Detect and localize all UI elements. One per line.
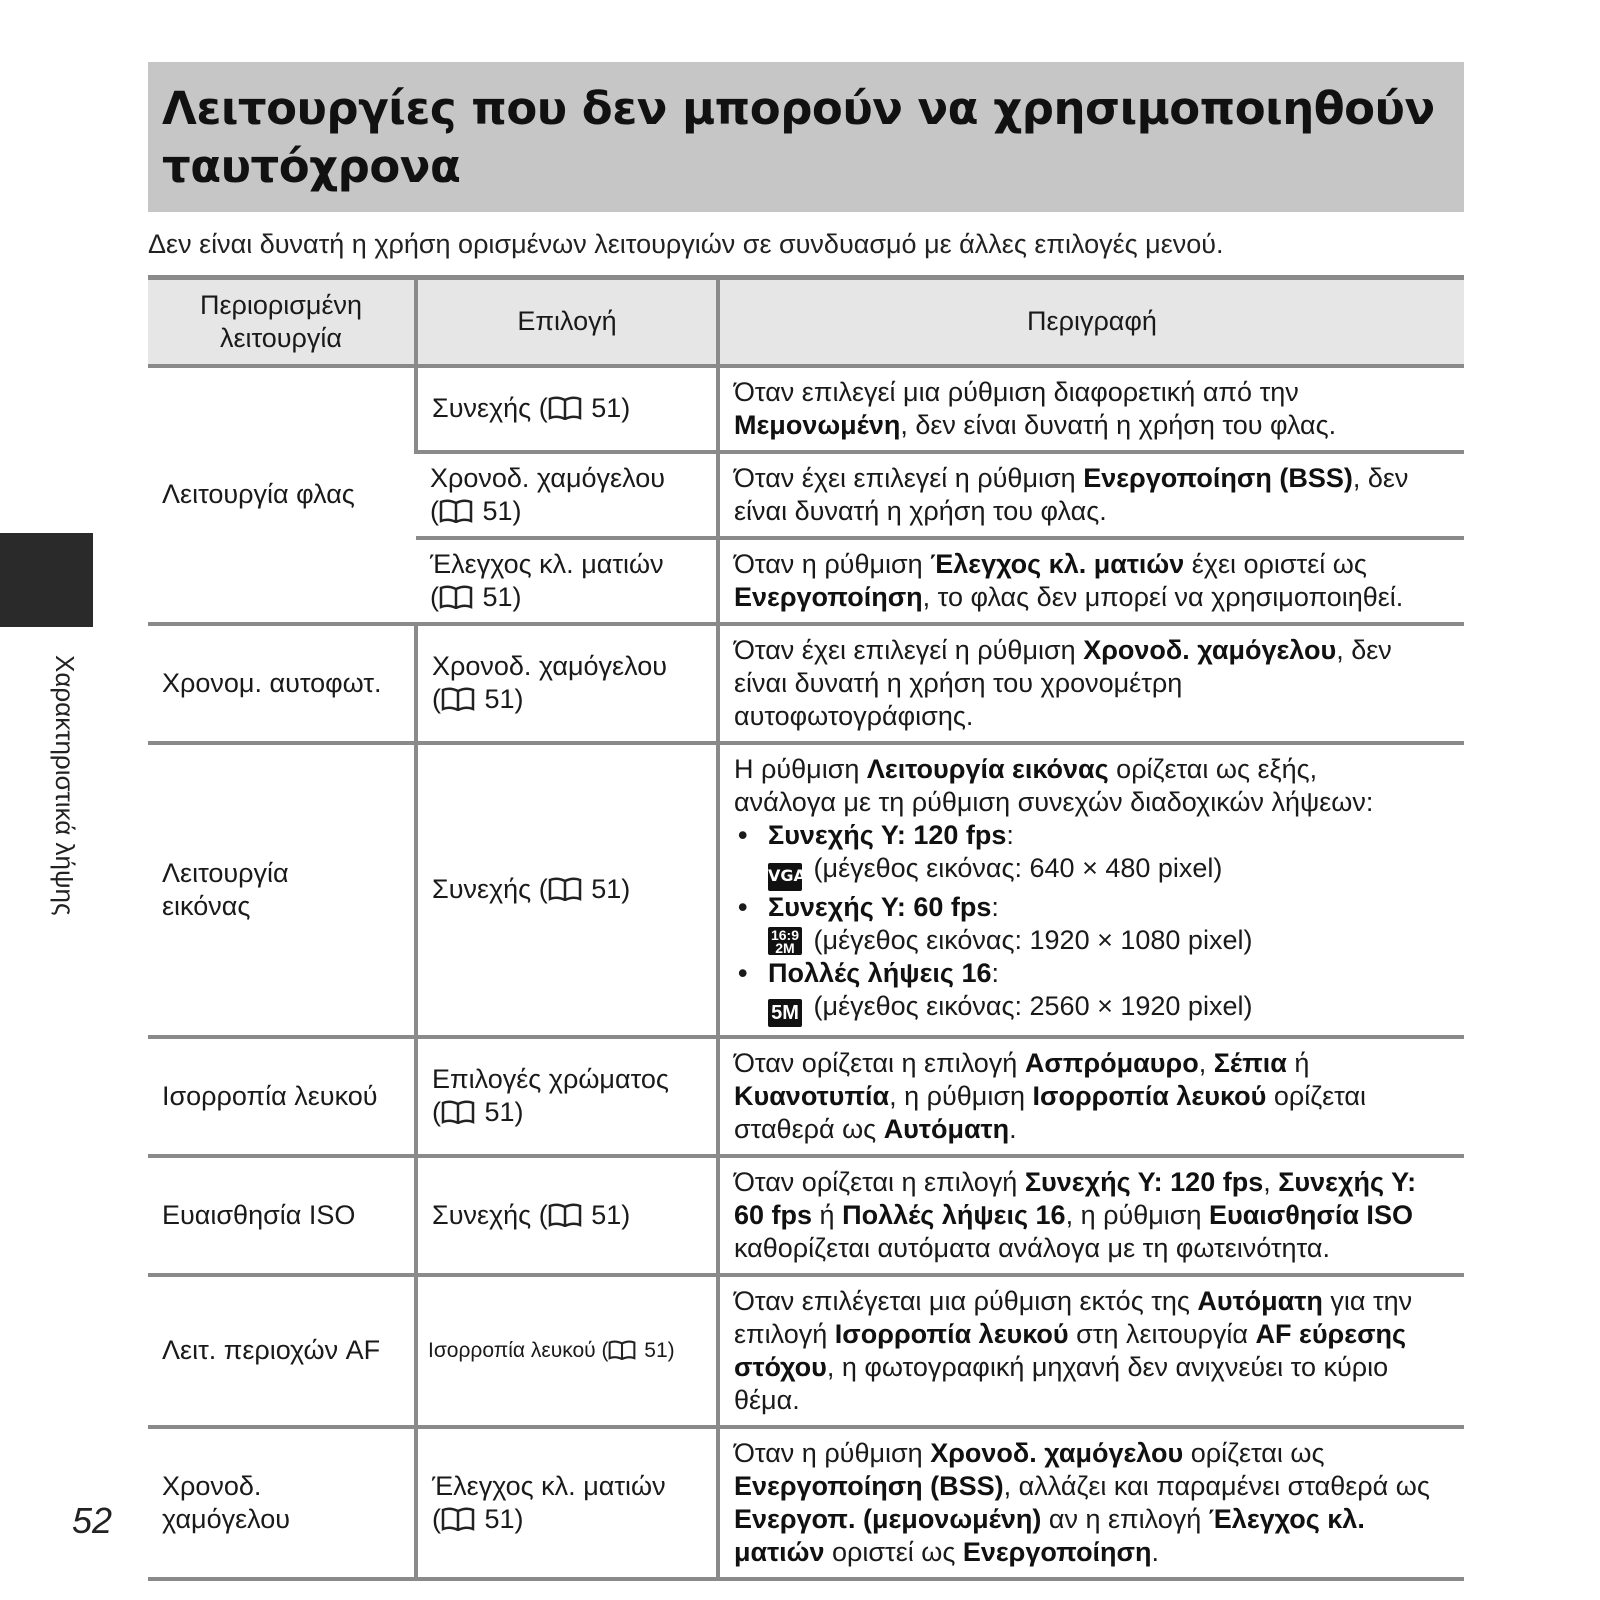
option-cell: Χρονοδ. χαμόγελου ( 51) xyxy=(416,452,718,538)
vga-icon: VGA xyxy=(768,863,802,891)
option-cell: Ισορροπία λευκού ( 51) xyxy=(416,1275,718,1427)
option-cell: Χρονοδ. χαμόγελου ( 51) xyxy=(416,624,718,743)
book-reference-icon xyxy=(548,396,582,420)
5m-icon: 5M xyxy=(768,999,802,1027)
option-cell: Συνεχής ( 51) xyxy=(416,1156,718,1275)
book-reference-icon xyxy=(441,1100,475,1124)
table-row xyxy=(148,1156,1464,1275)
description-cell: Η ρύθμιση Λειτουργία εικόνας ορίζεται ως εξής, ανάλογα με τη ρύθμιση συνεχών διαδοχικών λήψεων: • Συνεχής Υ: 120 fps: VGA (μέγεθος εικόνας: 640 × 480 pixel) • Συνεχής Υ: 60 fps: 16:9 2M (μέγεθος εικόνας: 1920 × 1080 pixel) • Πολλές λήψεις 16: 5M (μέγεθος εικόνας: 2560 × 1920 pixel) xyxy=(718,743,1464,1037)
description-cell: Όταν επιλεγεί μια ρύθμιση διαφορετική από την Μεμονωμένη, δεν είναι δυνατή η χρήση του φλας. xyxy=(718,366,1464,452)
table-header-row xyxy=(148,278,1464,366)
bullet-item: • Πολλές λήψεις 16: xyxy=(734,957,1450,990)
table-row xyxy=(148,1037,1464,1156)
page-title: Λειτουργίες που δεν μπορούν να χρησιμοποιηθούν ταυτόχρονα xyxy=(162,82,1435,193)
function-cell: Χρονοδ. χαμόγελου xyxy=(148,1427,416,1579)
book-reference-icon xyxy=(439,585,473,609)
description-cell: Όταν έχει επιλεγεί η ρύθμιση Χρονοδ. χαμόγελου, δεν είναι δυνατή η χρήση του χρονομέτρη αυτοφωτογράφισης. xyxy=(718,624,1464,743)
title-banner xyxy=(148,62,1464,212)
function-cell: Ευαισθησία ISO xyxy=(148,1156,416,1275)
description-cell: Όταν ορίζεται η επιλογή Συνεχής Υ: 120 fps, Συνεχής Υ: 60 fps ή Πολλές λήψεις 16, η ρύθμιση Ευαισθησία ISO καθορίζεται αυτόματα ανάλογα με τη φωτεινότητα. xyxy=(718,1156,1464,1275)
option-cell: Συνεχής ( 51) xyxy=(416,366,718,452)
description-cell: Όταν ορίζεται η επιλογή Ασπρόμαυρο, Σέπια ή Κυανοτυπία, η ρύθμιση Ισορροπία λευκού ορίζεται σταθερά ως Αυτόματη. xyxy=(718,1037,1464,1156)
page-number: 52 xyxy=(72,1500,113,1541)
function-cell: Λειτουργία φλας xyxy=(148,366,416,624)
bullet-item: • Συνεχής Υ: 60 fps: xyxy=(734,891,1450,924)
table-row xyxy=(148,743,1464,1037)
description-cell: Όταν επιλέγεται μια ρύθμιση εκτός της Αυτόματη για την επιλογή Ισορροπία λευκού στη λειτουργία AF εύρεσης στόχου, η φωτογραφική μηχανή δεν ανιχνεύει το κύριο θέμα. xyxy=(718,1275,1464,1427)
intro-text: Δεν είναι δυνατή η χρήση ορισμένων λειτουργιών σε συνδυασμό με άλλες επιλογές μενού. xyxy=(148,229,1224,259)
table-row xyxy=(148,1427,1464,1579)
description-cell: Όταν η ρύθμιση Χρονοδ. χαμόγελου ορίζεται ως Ενεργοποίηση (BSS), αλλάζει και παραμένει σταθερά ως Ενεργοπ. (μεμονωμένη) αν η επιλογή Έλεγχος κλ. ματιών οριστεί ως Ενεργοποίηση. xyxy=(718,1427,1464,1579)
book-reference-icon xyxy=(548,877,582,901)
restrictions-table xyxy=(148,275,1464,1581)
header-option: Επιλογή xyxy=(416,278,718,366)
book-reference-icon xyxy=(439,499,473,523)
chapter-tab xyxy=(0,533,93,627)
description-cell: Όταν η ρύθμιση Έλεγχος κλ. ματιών έχει οριστεί ως Ενεργοποίηση, το φλας δεν μπορεί να χρησιμοποιηθεί. xyxy=(718,538,1464,624)
option-cell: Συνεχής ( 51) xyxy=(416,743,718,1037)
book-reference-icon xyxy=(608,1340,636,1360)
header-description: Περιγραφή xyxy=(718,278,1464,366)
function-cell: Χρονομ. αυτοφωτ. xyxy=(148,624,416,743)
header-restricted-function: Περιορισμένη λειτουργία xyxy=(148,278,416,366)
table-row xyxy=(148,366,1464,452)
function-cell: Λειτουργία εικόνας xyxy=(148,743,416,1037)
option-cell: Επιλογές χρώματος ( 51) xyxy=(416,1037,718,1156)
book-reference-icon xyxy=(441,687,475,711)
option-cell: Έλεγχος κλ. ματιών ( 51) xyxy=(416,538,718,624)
table-row xyxy=(148,624,1464,743)
function-cell: Λειτ. περιοχών AF xyxy=(148,1275,416,1427)
bullet-item: • Συνεχής Υ: 120 fps: xyxy=(734,819,1450,852)
table-row xyxy=(148,1275,1464,1427)
16-9-2m-icon: 16:9 2M xyxy=(768,927,802,955)
book-reference-icon xyxy=(548,1203,582,1227)
book-reference-icon xyxy=(441,1507,475,1531)
chapter-label: Χαρακτηριστικά λήψης xyxy=(50,655,80,916)
description-cell: Όταν έχει επιλεγεί η ρύθμιση Ενεργοποίηση (BSS), δεν είναι δυνατή η χρήση του φλας. xyxy=(718,452,1464,538)
function-cell: Ισορροπία λευκού xyxy=(148,1037,416,1156)
option-cell: Έλεγχος κλ. ματιών ( 51) xyxy=(416,1427,718,1579)
